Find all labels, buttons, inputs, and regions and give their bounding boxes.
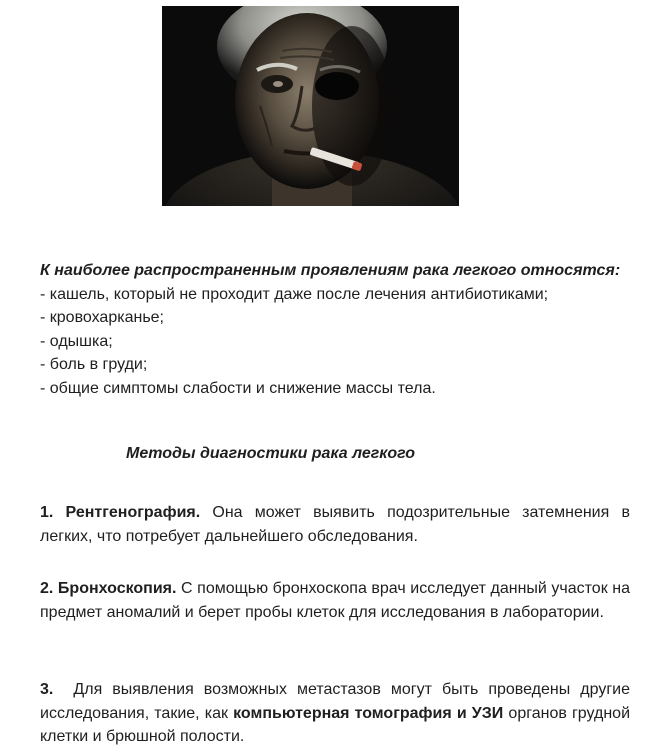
method-text: Для выявления возможных метастазов могут быть проведены другие исследования, такие, как: [40, 681, 635, 722]
method-label: 3.: [40, 681, 54, 698]
method-text: Она может выявить подозрительные затемнения в легких, что потребует дальнейшего обследования.: [40, 504, 630, 545]
list-item: - боль в груди;: [40, 356, 148, 373]
method-label: 1. Рентгенография.: [40, 504, 201, 521]
method-label: 2. Бронхоскопия.: [40, 580, 177, 597]
symptoms-list: [40, 283, 630, 401]
symptoms-section: [40, 259, 630, 400]
method-bronchoscopy: [40, 577, 630, 624]
smoker-portrait-image: [162, 6, 459, 206]
symptoms-heading: К наиболее распространенным проявлениям рака легкого относятся:: [40, 262, 621, 279]
list-item: - кашель, который не проходит даже после лечения антибиотиками;: [40, 285, 549, 303]
method-bold-terms: компьютерная томография и УЗИ: [233, 704, 504, 722]
method-text: С помощью бронхоскопа врач исследует данный участок на предмет аномалий и берет пробы клеток для исследования в лаборатории.: [40, 580, 631, 621]
method-other-studies: [40, 678, 635, 749]
portrait-illustration: [162, 6, 459, 206]
list-item: - одышка;: [40, 332, 113, 350]
list-item: - кровохарканье;: [40, 309, 164, 326]
method-radiography: [40, 501, 630, 548]
method-text-end: органов грудной клетки и брюшной полости.: [40, 704, 630, 745]
list-item: - общие симптомы слабости и снижение массы тела.: [40, 379, 436, 397]
methods-title: Методы диагностики рака легкого: [126, 445, 416, 462]
